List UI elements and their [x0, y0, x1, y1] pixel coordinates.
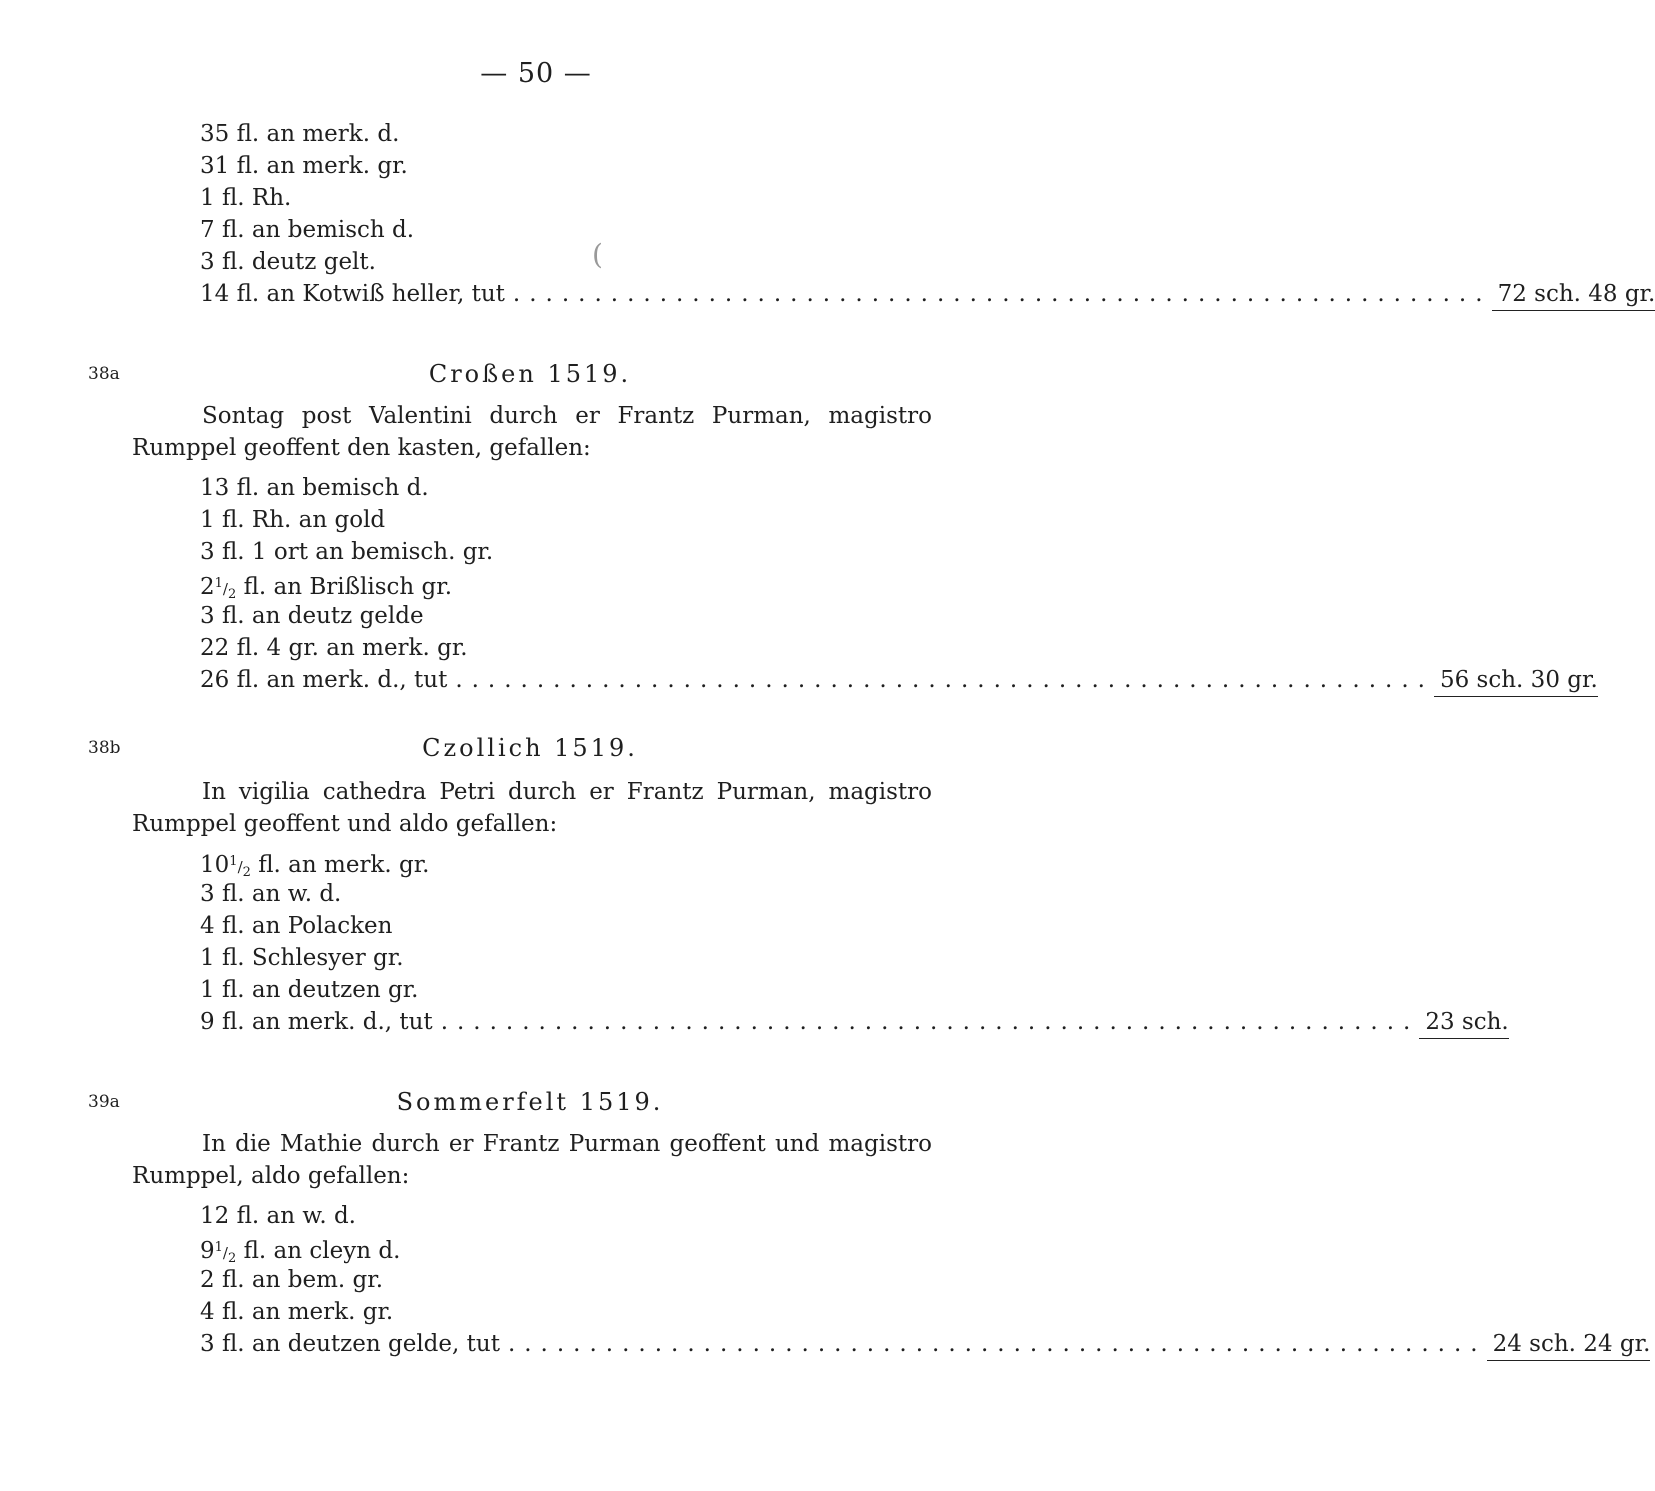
entry-text [200, 664, 447, 697]
intro-line-1: Sontag post Valentini durch er Frantz Purman, magistro [202, 403, 932, 429]
entry-label: 1 fl. Rh. [200, 185, 292, 211]
entry-text [200, 635, 468, 661]
intro-line-2: Rumppel, aldo gefallen: [132, 1163, 410, 1189]
leader-dots: ............................................................ [440, 1009, 1420, 1035]
entry-line [200, 246, 930, 278]
entry-label: 3 fl. deutz gelt. [200, 249, 376, 275]
entry-line [200, 118, 930, 150]
page-number: — 50 — [480, 58, 592, 89]
entry-whole: 2 [200, 574, 215, 600]
entry-text [200, 913, 392, 939]
entry-line [200, 150, 930, 182]
fraction: $^1/_2$ [214, 576, 237, 602]
entry-line [200, 878, 930, 910]
entry-text [200, 278, 505, 311]
entry-line [200, 214, 930, 246]
leader-dots: ............................................................ [512, 281, 1492, 307]
entry-text [200, 1006, 433, 1039]
fraction: $^1/_2$ [229, 854, 251, 880]
item-list [200, 472, 1598, 696]
leader-dots: ............................................................ [507, 1331, 1487, 1357]
entry-text [200, 249, 376, 275]
entry-line [200, 1232, 930, 1264]
sum-total: 23 sch. [1419, 1006, 1508, 1039]
item-list [200, 846, 1509, 1038]
entry-text [200, 977, 419, 1003]
entry-line [200, 568, 930, 600]
item-list [200, 118, 1655, 310]
fraction-denominator: 2 [242, 865, 251, 880]
entry-text [200, 507, 385, 533]
sum-total: 56 sch. 30 gr. [1434, 664, 1598, 697]
entry-whole: 9 [200, 1238, 215, 1264]
entry-text [200, 603, 424, 629]
intro-line-2: Rumppel geoffent und aldo gefallen: [132, 811, 558, 837]
fraction-numerator: 1 [214, 1240, 223, 1255]
entry-label: 35 fl. an merk. d. [200, 121, 400, 147]
entry-line [200, 1200, 930, 1232]
entry-line [200, 632, 930, 664]
intro-line-1: In vigilia cathedra Petri durch er Frantz Purman, magistro [202, 779, 932, 805]
entry-label: 31 fl. an merk. gr. [200, 153, 408, 179]
entry-text [200, 121, 399, 147]
entry-label: 26 fl. an merk. d., tut [200, 667, 448, 693]
entry-text [200, 1299, 393, 1325]
entry-text [200, 1238, 400, 1264]
intro-paragraph [132, 1128, 932, 1192]
entry-label: fl. an merk. gr. [250, 852, 430, 878]
entry-label: 3 fl. an w. d. [200, 881, 342, 907]
entry-label: 3 fl. 1 ort an bemisch. gr. [200, 539, 494, 565]
entry-line [200, 974, 930, 1006]
section-title: Croßen 1519. [428, 360, 632, 388]
fraction-denominator: 2 [227, 1251, 237, 1266]
entry-label: 12 fl. an w. d. [200, 1203, 356, 1229]
entry-label: 3 fl. an deutzen gelde, tut [200, 1331, 500, 1357]
sum-total: 24 sch. 24 gr. [1487, 1328, 1651, 1361]
entry-line [200, 1328, 1651, 1360]
entry-whole: 10 [200, 852, 230, 878]
entry-line [200, 1296, 930, 1328]
entry-label: 13 fl. an bemisch d. [200, 475, 429, 501]
entry-line [200, 942, 930, 974]
entry-line [200, 278, 1655, 310]
entry-text [200, 945, 404, 971]
entry-text [200, 475, 429, 501]
entry-text [200, 881, 341, 907]
entry-text [200, 217, 414, 243]
section-marker: 38a [88, 364, 120, 384]
entry-text [200, 1203, 356, 1229]
entry-line [200, 1264, 930, 1296]
leader-dots: ............................................................ [455, 667, 1434, 693]
entry-text [200, 153, 408, 179]
entry-label: fl. an cleyn d. [236, 1238, 401, 1264]
entry-line [200, 1006, 1509, 1038]
entry-label: 4 fl. an Polacken [200, 913, 393, 939]
entry-label: 1 fl. Rh. an gold [200, 507, 386, 533]
item-list [200, 1200, 1651, 1360]
entry-line [200, 182, 930, 214]
ink-mark-icon: ( [592, 238, 603, 271]
entry-line [200, 600, 930, 632]
intro-line-2: Rumppel geoffent den kasten, gefallen: [132, 435, 591, 461]
entry-line [200, 472, 930, 504]
sum-total: 72 sch. 48 gr. [1492, 278, 1655, 311]
fraction: $^1/_2$ [214, 1240, 237, 1266]
entry-label: 7 fl. an bemisch d. [200, 217, 415, 243]
entry-label: 4 fl. an merk. gr. [200, 1299, 394, 1325]
entry-line [200, 504, 930, 536]
entry-label: 1 fl. Schlesyer gr. [200, 945, 404, 971]
entry-text [200, 539, 493, 565]
entry-label: 1 fl. an deutzen gr. [200, 977, 419, 1003]
section-title: Sommerfelt 1519. [396, 1088, 664, 1116]
entry-label: 3 fl. an deutz gelde [200, 603, 424, 629]
entry-line [200, 846, 930, 878]
entry-label: 14 fl. an Kotwiß heller, tut [200, 281, 505, 307]
entry-label: 2 fl. an bem. gr. [200, 1267, 384, 1293]
fraction-numerator: 1 [214, 576, 223, 591]
fraction-denominator: 2 [227, 587, 237, 602]
section-marker: 39a [88, 1092, 120, 1112]
entry-line [200, 910, 930, 942]
intro-paragraph [132, 400, 932, 464]
intro-line-1: In die Mathie durch er Frantz Purman geoffent und magistro [202, 1131, 932, 1157]
entry-label: 22 fl. 4 gr. an merk. gr. [200, 635, 468, 661]
entry-label: fl. an Brißlisch gr. [236, 574, 453, 600]
entry-text [200, 185, 291, 211]
entry-label: 9 fl. an merk. d., tut [200, 1009, 433, 1035]
entry-text [200, 852, 430, 878]
section-title: Czollich 1519. [422, 734, 638, 762]
entry-text [200, 1267, 383, 1293]
entry-text [200, 1328, 500, 1361]
entry-line [200, 664, 1598, 696]
fraction-numerator: 1 [229, 854, 238, 869]
entry-line [200, 536, 930, 568]
intro-paragraph [132, 776, 932, 840]
section-marker: 38b [88, 738, 121, 758]
entry-text [200, 574, 452, 600]
